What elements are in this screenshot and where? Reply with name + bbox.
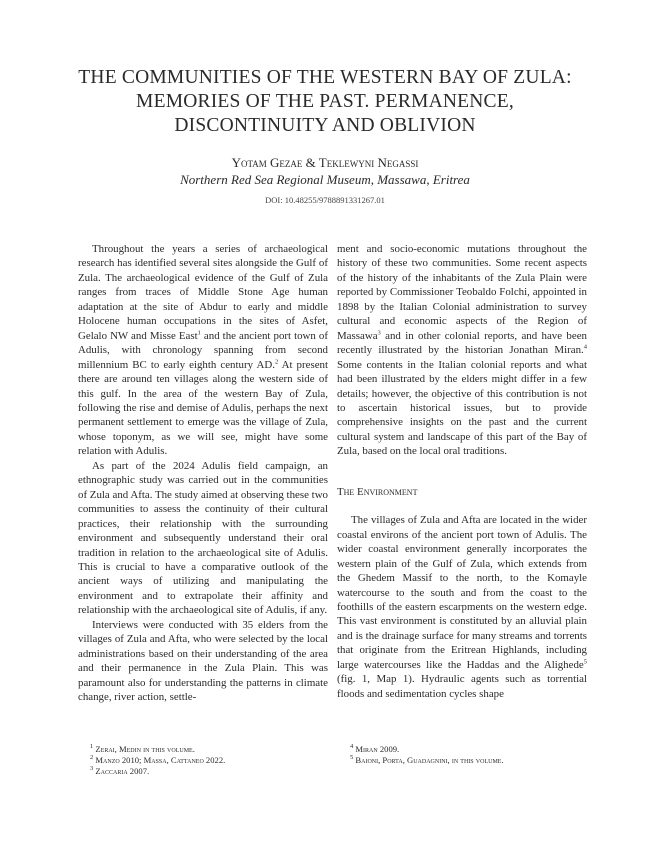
footnote-2: $^2$ Manzo 2010; Massa, Cattaneo 2022.: [90, 754, 226, 765]
footnote-4: $^4$ Miran 2009.: [350, 743, 400, 754]
footnotes-left: [90, 744, 340, 777]
left-column: [78, 242, 328, 705]
footnote-ref-3[interactable]: 3: [377, 329, 381, 337]
footnote-5: $^5$ Baioni, Porta, Guadagnini, in this volume.: [350, 754, 504, 765]
paragraph-environment: The villages of Zula and Afta are located in the wider coastal environs of the ancient port town of Adulis. The wider coastal environment generally incorporates the western plain of the Gulf of Zula, which extends from the Ghedem Massif to the north, to the Komayle watercourse to the south and from the coast to the foothills of the eastern escarpments on the western edge. This vast environment is constituted by an alluvial plain and is the drainage surface for many streams and torrents that originate from the Eritrean Highlands, including large watercourses like the Haddas and the Alighede$^5$ (fig. 1, Map 1). Hydraulic agents such as torrential floods and sedimentation cycles shape: [337, 514, 587, 700]
footnote-1: $^1$ Zerai, Medin in this volume.: [90, 743, 195, 754]
paragraph-intro: Throughout the years a series of archaeological research has identified several sites alongside the Gulf of Zula. The archaeological evidence of the Gulf of Zula ranges from traces of Middle Stone Age human adaptation at the site of Abdur to early and middle Holocene human occupations in the sites of Asfet, Gelalo NW and Misse East$^1$ and the ancient port town of Adulis, with chronology spanning from second millennium BC to early eighth century AD.$^2$ At present there are around ten villages along the western side of this gulf. In the area of the western Bay of Zula, following the rise and demise of Adulis, perhaps the next permanent settlement to emerge was the village of Zula, whose toponym, as we will see, might have some relation with Adulis.: [78, 243, 328, 458]
footnote-ref-1[interactable]: 1: [197, 329, 201, 337]
title-line-3: DISCONTINUITY AND OBLIVION: [174, 115, 476, 136]
paragraph-field-campaign: As part of the 2024 Adulis field campaign, an ethnographic study was carried out in the communities of Zula and Afta. The study aimed at observing these two communities to assess the continuity of their cultural practices, their relationship with the surrounding environment and subsequently understand their oral tradition in relation to the archaeological site of Adulis. This is crucial to have a comparative outlook of the ancient ways of utilizing and manipulating the environment and to extrapolate their affinity and relationship with the archaeological site of Adulis, if any.: [78, 459, 328, 617]
paragraph-history: ment and socio-economic mutations throughout the history of these two communities. Some recent aspects of the history of the inhabitants of the Zula Plain were reported by Commissioner Teobaldo Folchi, appointed in 1898 by the Italian Colonial administration to survey cultural and economic aspects of the Region of Massawa$^3$ and in other colonial reports, and have been recently illustrated by the historian Jonathan Miran.$^4$ Some contents in the Italian colonial reports and what had been illustrated by the elders might differ in a few details; however, the objective of this contribution is not to ascertain historical issues, but to provide comprehensive insights on the past and the current cultural system and landscape of this part of the Bay of Zula, based on the local oral traditions.: [337, 243, 587, 458]
right-column: [337, 242, 587, 701]
paragraph-interviews: Interviews were conducted with 35 elders from the villages of Zula and Afta, who were selected by the local administrations based on their understanding of the area and their permanence in the Zula Plain. This was paramount also for understanding the patterns in climate change, river action, settle-: [78, 618, 328, 704]
doi: DOI: 10.48255/9788891331267.01: [265, 195, 385, 205]
affiliation: Northern Red Sea Regional Museum, Massawa, Eritrea: [180, 172, 470, 187]
footnote-ref-4[interactable]: 4: [583, 343, 587, 351]
footnotes-right: [350, 744, 600, 766]
footnote-ref-5[interactable]: 5: [583, 658, 587, 666]
article-title: [0, 66, 650, 138]
title-line-1: THE COMMUNITIES OF THE WESTERN BAY OF ZULA:: [78, 67, 572, 88]
authors: Yotam Gezae & Teklewyni Negassi: [231, 155, 419, 170]
footnote-3: $^3$ Zaccaria 2007.: [90, 765, 150, 776]
title-line-2: MEMORIES OF THE PAST. PERMANENCE,: [136, 91, 514, 112]
footnote-ref-2[interactable]: 2: [274, 358, 279, 365]
section-heading-environment: The Environment: [337, 485, 418, 498]
